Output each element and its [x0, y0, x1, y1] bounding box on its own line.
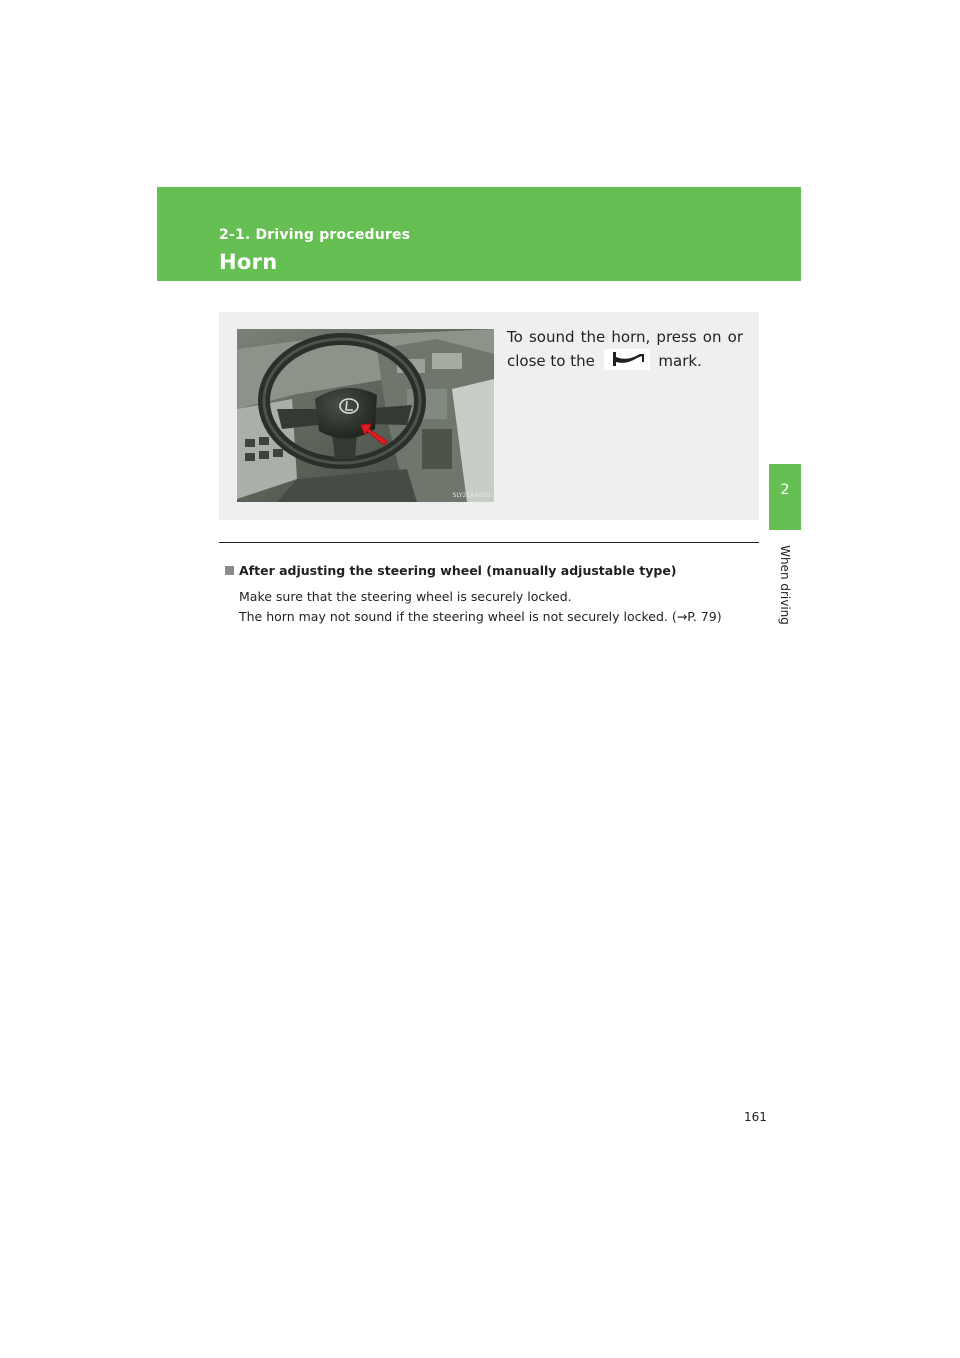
section-divider — [219, 542, 759, 543]
note-heading — [225, 563, 677, 578]
reference-arrow: → — [676, 609, 688, 624]
figure-instruction — [507, 326, 743, 373]
section-label: 2-1. Driving procedures — [219, 227, 411, 243]
steering-wheel-image — [237, 329, 494, 502]
square-bullet-icon — [225, 566, 234, 575]
chapter-number: 2 — [780, 482, 790, 498]
note-line-2-text: The horn may not sound if the steering wheel is not securely locked. ( — [239, 609, 677, 624]
figure-box — [219, 312, 759, 520]
horn-icon — [604, 349, 650, 370]
chapter-label: When driving — [778, 545, 792, 625]
page-number: 161 — [744, 1110, 767, 1124]
note-line-2 — [239, 609, 722, 624]
figure-code: SLY21AA010 — [452, 492, 490, 499]
header-band — [157, 187, 801, 281]
note-heading-text: After adjusting the steering wheel (manually adjustable type) — [239, 563, 677, 578]
note-line-1: Make sure that the steering wheel is securely locked. — [239, 589, 572, 604]
page-reference-link[interactable]: P. 79) — [687, 609, 722, 624]
chapter-tab — [769, 464, 801, 530]
instruction-after: mark. — [658, 352, 702, 370]
page-title: Horn — [219, 250, 278, 274]
steering-wheel-illustration — [237, 329, 494, 502]
instruction-before: To sound the horn, press on or close to the — [507, 328, 743, 370]
